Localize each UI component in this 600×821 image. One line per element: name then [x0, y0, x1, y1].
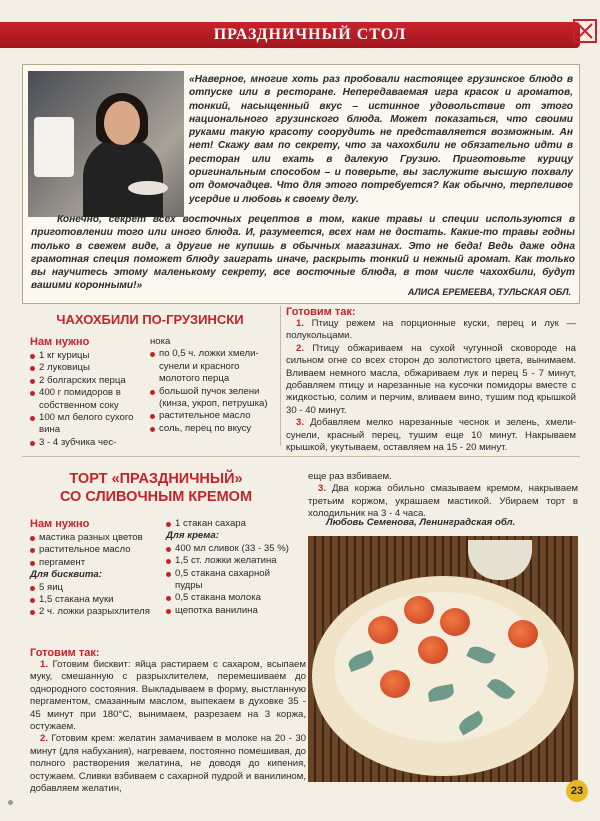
page-number-badge: 23	[566, 780, 588, 802]
recipe1-ingredients-col2	[150, 336, 276, 435]
flourish-icon	[570, 16, 600, 52]
ingredient-continuation: нока	[150, 336, 171, 347]
step	[30, 733, 306, 795]
step-text: Птицу обжариваем на сухой чугунной сковороде на сильном огне со всех сторон до золотистого цвета, вынимаем. Вливаем немного масла, обжариваем лук и перец 5 - 7 минут, добавляем птицу и нарезанные на кусочки помидоры вместе с жидкостью, солим и перчим, вливаем вино, тушим под крышкой 30 - 40 минут.	[286, 342, 576, 416]
ingredient: 100 мл белого сухого вина	[30, 412, 148, 437]
section-title: ПРАЗДНИЧНЫЙ СТОЛ	[213, 26, 407, 43]
ingredient: пергамент	[30, 557, 160, 569]
ingredient: растительное масло	[150, 410, 276, 422]
ingredient: 2 луковицы	[30, 362, 148, 374]
step	[286, 343, 576, 417]
cake-in-photo	[34, 117, 74, 177]
step-text: Два коржа обильно смазываем кремом, накрываем третьим коржом, украшаем мастикой. Убираем торт в холодильник на 3 - 4 часа.	[308, 483, 578, 520]
ingredient: 1 кг курицы	[30, 350, 148, 362]
quote-paragraph-1: «Наверное, многие хоть раз пробовали настоящее грузинское блюдо в отпуске или в ресторане. Непередаваемая игра красок и ароматов, тонкий, насыщенный вкус – истинное удовольствие от этого национального грузинского блюда. Может показаться, что своими руками такую красоту соорудить не представляется возможным. Ан нет! Скажу вам по секрету, что за чахохбили не обязательно идти в ресторан или ехать в далекую Грузию. Приготовьте курицу оригинальным способом – и поверьте, вы заслужите высшую похвалу от домочадцев. Что для этого потребуется? Как обычно, терпеливое усердие и любовь к своему делу.	[189, 74, 573, 205]
ingredient: 0,5 стакана сахарной пудры	[166, 568, 296, 593]
plate-in-photo	[128, 181, 168, 195]
ingredient: 400 г помидоров в собственном соку	[30, 387, 148, 412]
step	[30, 659, 306, 733]
rose-decoration	[380, 670, 410, 698]
ingredient: соль, перец по вкусу	[150, 423, 276, 435]
step-number: 1.	[296, 318, 305, 329]
step-number: 1.	[40, 659, 49, 670]
recipe1-steps-label: Готовим так:	[286, 306, 356, 318]
step-text: Добавляем мелко нарезанные чеснок и зелень, хмели-сунели, красный перец, тушим еще 10 минут. Накрываем крышкой, укутываем, оставляем на 15 - 20 минут.	[286, 417, 576, 454]
step-number: 2.	[40, 733, 49, 745]
recipe2-title-line1: ТОРТ «ПРАЗДНИЧНЫЙ»	[69, 471, 243, 487]
step-continuation: еще раз взбиваем.	[308, 471, 392, 482]
recipe2-title-line2: СО СЛИВОЧНЫМ КРЕМОМ	[59, 489, 253, 505]
recipe2-steps-label: Готовим так:	[30, 647, 100, 659]
column-divider	[280, 306, 281, 446]
ingredient: по 0,5 ч. ложки хмели-сунели и красного молотого перца	[150, 348, 276, 385]
rose-decoration	[404, 596, 434, 624]
ingredient: 2 ч. ложки разрыхлителя	[30, 606, 160, 618]
biscuit-label: Для бисквита:	[30, 569, 102, 581]
quote-paragraph-2: Конечно, секрет всех восточных рецептов в том, какие травы и специи используются в приготовлении того или иного блюда. И, разумеется, всех нам не достать. Какие-то травы годны только в свежем виде, а другие не купишь в обычных магазинах. Это не беда! Ведь даже одна грамотная специя поможет блюду заиграть иначе, раскрыть тонкий и нежный аромат. Как только вы научитесь этому маленькому секрету, все восточные блюда, в том числе чахохбили, будут вашими коронными!»	[31, 214, 575, 292]
step-number: 3.	[318, 483, 327, 495]
ingredient: 1,5 стакана муки	[30, 594, 160, 606]
rose-decoration	[418, 636, 448, 664]
author-photo	[28, 71, 184, 217]
recipe2-author: Любовь Семенова, Ленинградская обл.	[326, 517, 516, 528]
rose-decoration	[508, 620, 538, 648]
recipe2-need-label: Нам нужно	[30, 518, 90, 530]
recipe2-steps-continued	[308, 471, 578, 521]
step-number: 2.	[296, 342, 305, 354]
ingredient: 5 яиц	[30, 582, 160, 594]
ingredient: мастика разных цветов	[30, 532, 160, 544]
recipe1-ingredients-col1	[30, 350, 148, 449]
step	[286, 318, 576, 343]
recipe1-steps	[286, 306, 576, 454]
step-text: Готовим бисквит: яйца растираем с сахаром, всыпаем муку, смешанную с разрыхлителем, перемешиваем до однородного состояния. Выкладываем в форму, выстланную пергаментом, смазанным маслом, выпекаем в духовке 35 - 45 минут при 180°С, вынимаем, разрезаем на 3 коржа, остужаем.	[30, 659, 306, 733]
quote-author: АЛИСА ЕРЕМЕЕВА, ТУЛЬСКАЯ ОБЛ.	[407, 287, 571, 297]
registration-dot	[8, 800, 13, 805]
ingredient: растительное масло	[30, 544, 160, 556]
step	[286, 417, 576, 454]
ingredient: 2 болгарских перца	[30, 375, 148, 387]
recipe2-title	[36, 470, 276, 506]
cake-photo	[308, 536, 578, 782]
ingredient: большой пучок зелени (кинза, укроп, петрушка)	[150, 386, 276, 411]
ingredient: щепотка ванилина	[166, 605, 296, 617]
recipe2-ingredients-col1	[30, 532, 160, 619]
ingredient: 3 - 4 зубчика чес-	[30, 437, 148, 449]
section-header-banner	[0, 22, 580, 48]
recipe2-steps	[30, 647, 306, 795]
recipe1-need-label: Нам нужно	[30, 336, 90, 348]
step-text: Птицу режем на порционные куски, перец и лук — полукольцами.	[286, 318, 577, 342]
step	[308, 483, 578, 520]
cream-label: Для крема:	[166, 530, 219, 542]
step-text: Готовим крем: желатин замачиваем в молоке на 20 - 30 минут (для набухания), нагреваем, постоянно помешивая, до полного растворения желатина, не доводя до кипения, остужаем. Сливки взбиваем с сахарной пудрой и ванилином, добавляем желатин,	[30, 733, 306, 795]
reader-quote-box	[22, 64, 580, 304]
rose-decoration	[440, 608, 470, 636]
ingredient: 0,5 стакана молока	[166, 592, 296, 604]
section-divider	[22, 456, 580, 457]
ingredient: 400 мл сливок (33 - 35 %)	[166, 543, 296, 555]
ingredient: 1 стакан сахара	[166, 518, 296, 530]
recipe1-title: ЧАХОХБИЛИ ПО-ГРУЗИНСКИ	[56, 312, 244, 327]
recipe2-ingredients-col2	[166, 518, 296, 617]
rose-decoration	[368, 616, 398, 644]
step-number: 3.	[296, 417, 305, 429]
ingredient: 1,5 ст. ложки желатина	[166, 555, 296, 567]
